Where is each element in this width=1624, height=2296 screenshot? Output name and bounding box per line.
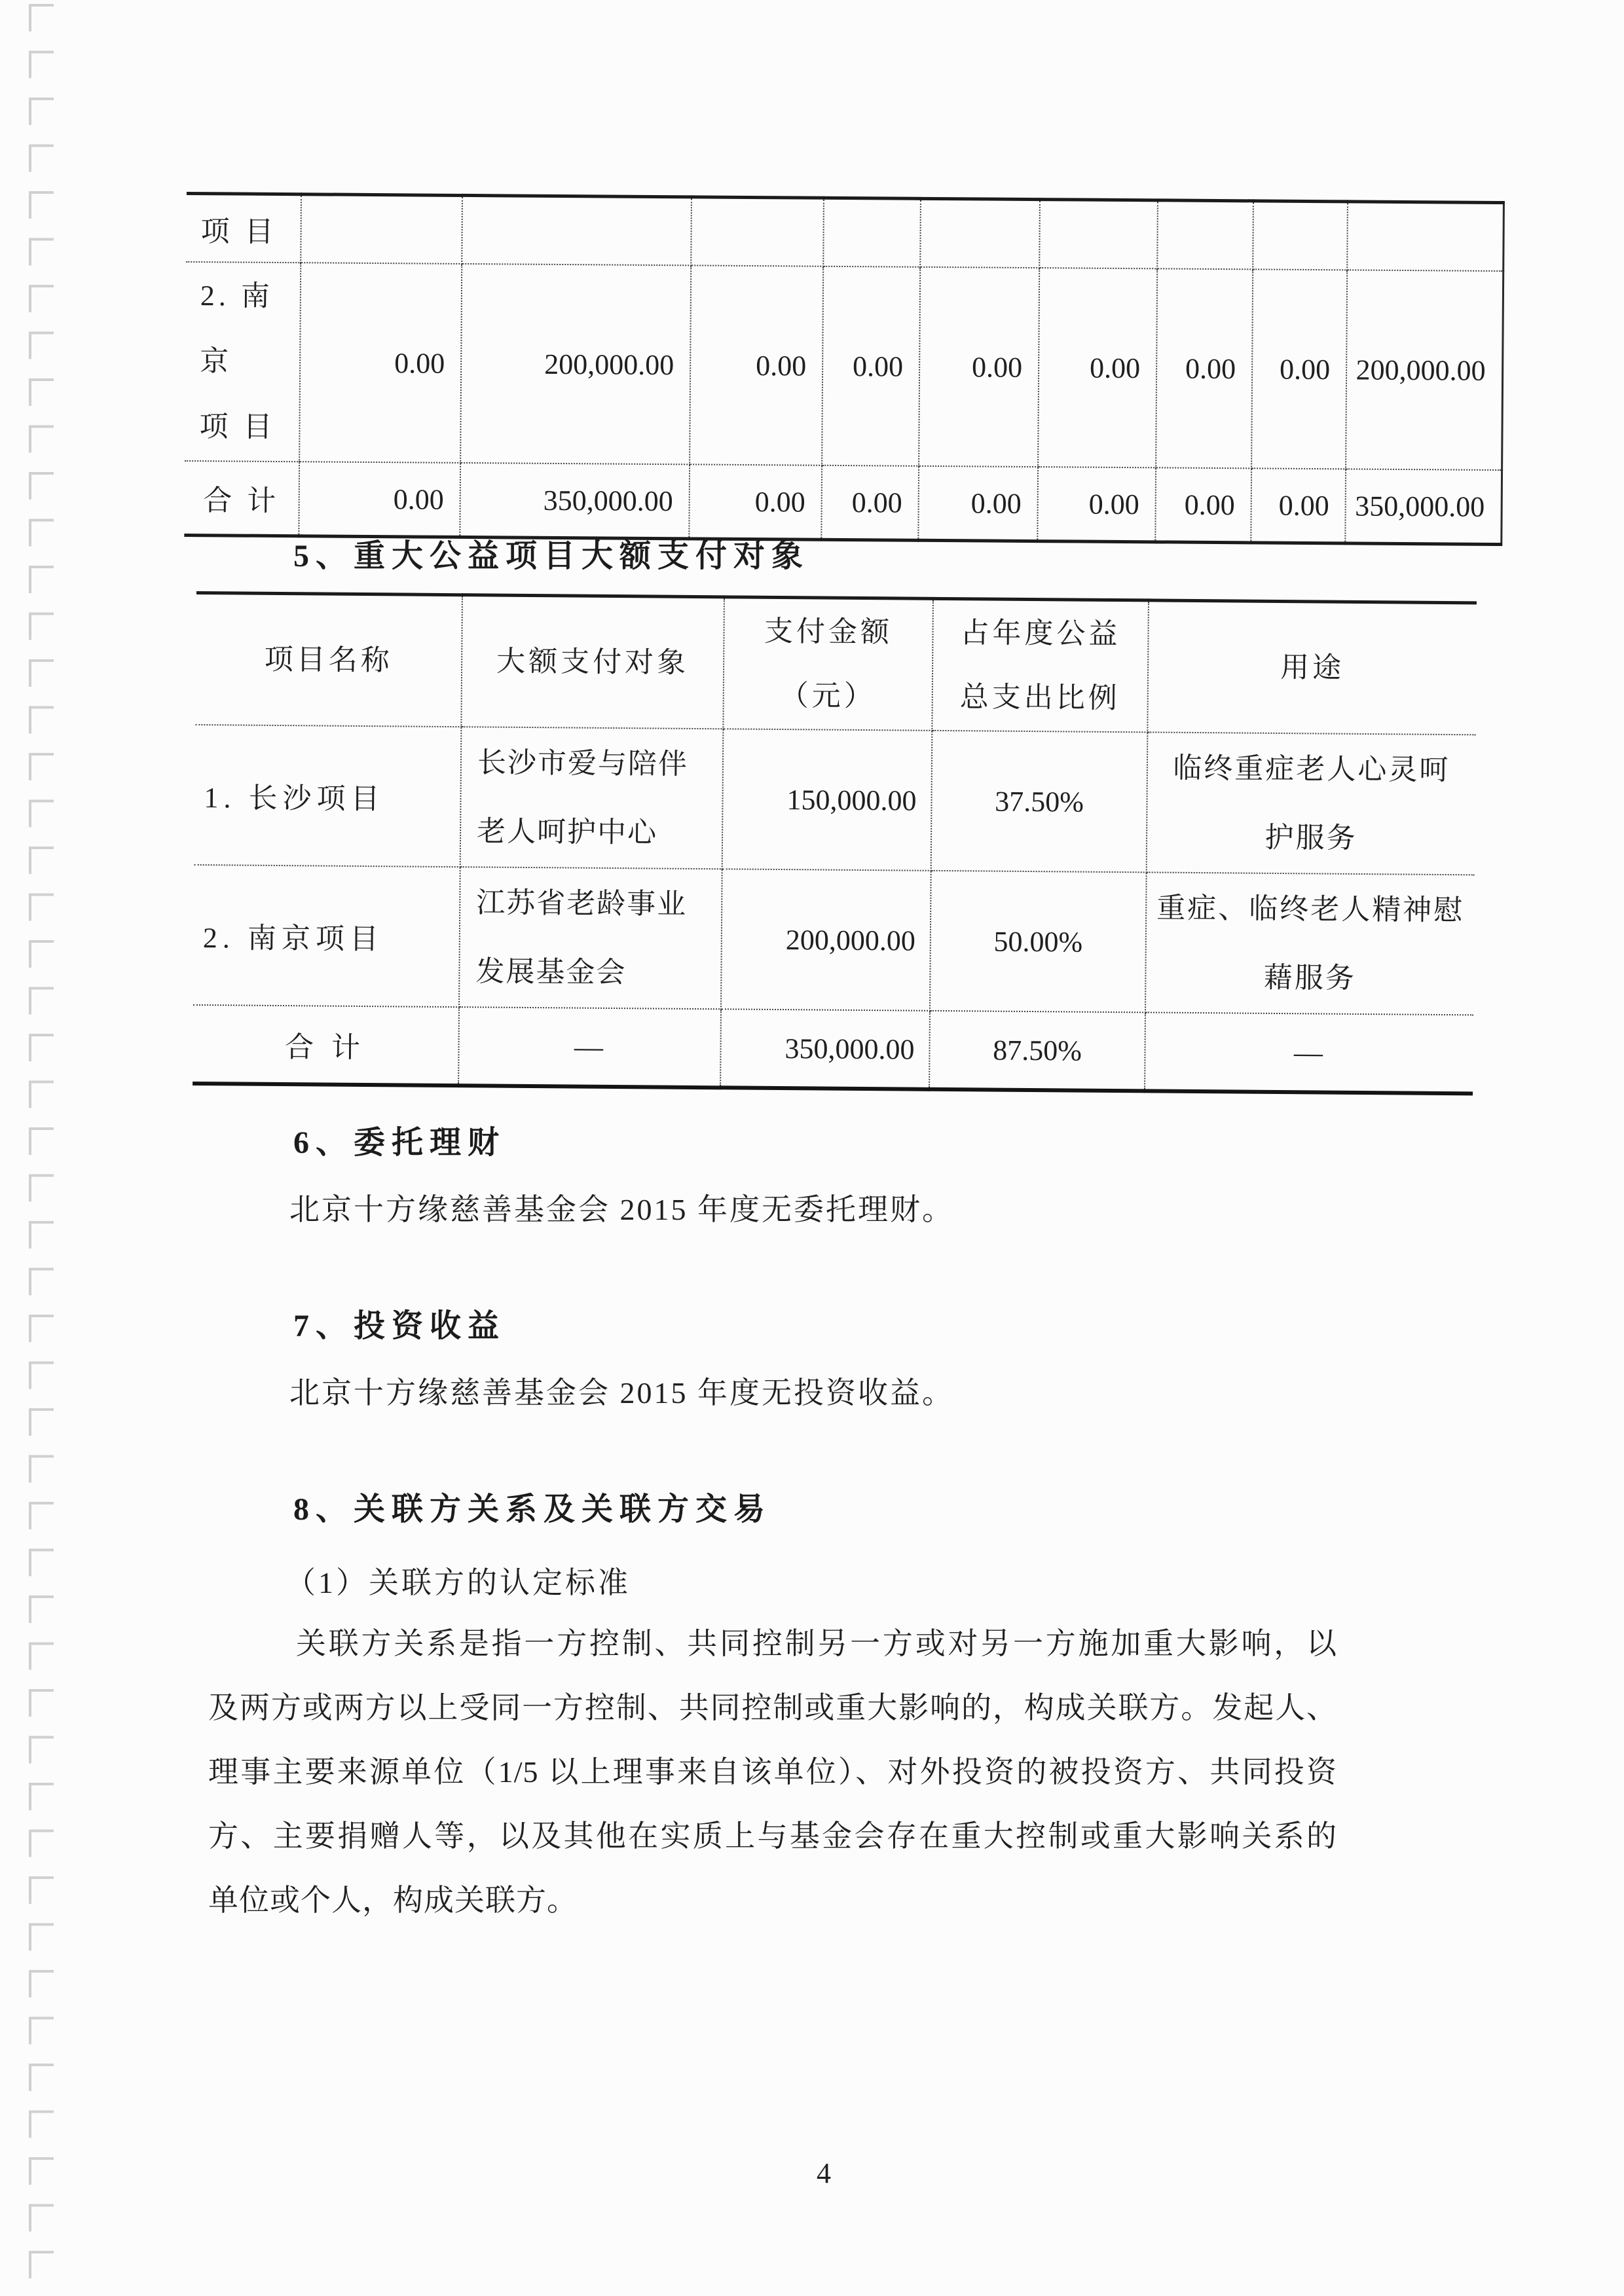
purpose: 重症、临终老人精神慰 藉服务 bbox=[1145, 872, 1475, 1015]
section7-heading: 7、投资收益 bbox=[293, 1309, 506, 1343]
major-payment-table-wrap bbox=[196, 591, 1477, 1085]
cell: 0.00 bbox=[822, 266, 920, 466]
binding-marks bbox=[29, 4, 54, 2281]
share: 50.00% bbox=[930, 871, 1147, 1013]
table-row-total bbox=[193, 1005, 1473, 1093]
project-name: 2. 南京项目 bbox=[193, 865, 460, 1007]
cell: 350,000.00 bbox=[1355, 489, 1485, 523]
paragraph-line: 关联方关系是指一方控制、共同控制另一方或对另一方施加重大影响，以 bbox=[296, 1627, 1337, 1660]
amount: 150,000.00 bbox=[722, 729, 932, 870]
column-header: 用途 bbox=[1147, 600, 1477, 735]
table-row bbox=[185, 262, 1503, 470]
row-label: 合 计 bbox=[184, 461, 299, 536]
cell bbox=[691, 197, 824, 266]
paragraph-line: 理事主要来源单位（1/5 以上理事来自该单位）、对外投资的被投资方、共同投资 bbox=[208, 1755, 1337, 1789]
cell bbox=[823, 198, 921, 267]
purpose: — bbox=[1293, 1036, 1325, 1069]
table-row bbox=[194, 725, 1476, 875]
section7-body: 北京十方缘慈善基金会 2015 年度无投资收益。 bbox=[289, 1376, 954, 1410]
carryover-table-wrap bbox=[187, 192, 1505, 537]
share: 37.50% bbox=[931, 731, 1148, 873]
cell bbox=[1347, 202, 1504, 271]
amount: 200,000.00 bbox=[721, 869, 931, 1010]
cell: 0.00 bbox=[918, 466, 1038, 541]
cell: 0.00 bbox=[919, 267, 1039, 467]
section8-heading: 8、关联方关系及关联方交易 bbox=[293, 1492, 772, 1527]
section6-heading: 6、委托理财 bbox=[293, 1125, 506, 1160]
cell: 0.00 bbox=[1037, 467, 1156, 542]
cell: 0.00 bbox=[1155, 467, 1251, 543]
table-row-total bbox=[184, 461, 1502, 545]
cell: 200,000.00 bbox=[460, 264, 691, 464]
cell: 0.00 bbox=[689, 464, 822, 539]
page-number: 4 bbox=[817, 2157, 831, 2189]
cell bbox=[301, 194, 462, 264]
cell: 0.00 bbox=[690, 265, 823, 465]
cell: 0.00 bbox=[1251, 468, 1346, 543]
paragraph-line: 及两方或两方以上受同一方控制、共同控制或重大影响的，构成关联方。发起人、 bbox=[208, 1691, 1337, 1724]
amount: 350,000.00 bbox=[720, 1009, 930, 1089]
cell: 0.00 bbox=[1156, 268, 1253, 468]
section5-heading: 5、重大公益项目大额支付对象 bbox=[293, 539, 810, 574]
column-header: 项目名称 bbox=[195, 592, 462, 727]
cell bbox=[1039, 200, 1158, 269]
cell: 350,000.00 bbox=[460, 463, 690, 539]
cell: 0.00 bbox=[299, 462, 460, 537]
column-header: 支付金额 （元） bbox=[723, 597, 933, 731]
cell: 0.00 bbox=[1251, 269, 1347, 469]
column-header: 大额支付对象 bbox=[461, 595, 724, 729]
carryover-table bbox=[184, 192, 1504, 546]
major-payment-table bbox=[193, 591, 1477, 1095]
project-name: 合 计 bbox=[193, 1005, 459, 1085]
cell bbox=[920, 198, 1040, 268]
row-label: 项 目 bbox=[186, 193, 301, 263]
table-header-row bbox=[195, 592, 1477, 735]
project-name: 1. 长沙项目 bbox=[194, 725, 462, 867]
payee: 江苏省老龄事业 发展基金会 bbox=[459, 867, 722, 1009]
cell bbox=[1253, 201, 1348, 270]
payee: — bbox=[458, 1007, 721, 1087]
purpose: 临终重症老人心灵呵 护服务 bbox=[1147, 732, 1476, 875]
table-row bbox=[193, 865, 1475, 1015]
paragraph-line: 方、主要捐赠人等，以及其他在实质上与基金会存在重大控制或重大影响关系的 bbox=[208, 1819, 1337, 1853]
cell: 0.00 bbox=[821, 465, 919, 541]
share: 87.50% bbox=[929, 1011, 1145, 1091]
cell bbox=[1157, 200, 1253, 270]
cell: 200,000.00 bbox=[1346, 270, 1503, 470]
cell bbox=[462, 195, 692, 265]
section6-body: 北京十方缘慈善基金会 2015 年度无委托理财。 bbox=[289, 1193, 954, 1226]
table-row bbox=[186, 193, 1504, 271]
column-header: 占年度公益 总支出比例 bbox=[932, 598, 1149, 732]
cell: 0.00 bbox=[299, 263, 462, 463]
section8-subheading: （1）关联方的认定标准 bbox=[286, 1566, 631, 1599]
payee: 长沙市爱与陪伴 老人呵护中心 bbox=[460, 727, 724, 869]
related-party-paragraph bbox=[208, 1612, 1337, 1933]
cell: 0.00 bbox=[1038, 268, 1157, 467]
paragraph-line: 单位或个人，构成关联方。 bbox=[208, 1884, 578, 1917]
row-label: 2. 南 京 项 目 bbox=[185, 262, 301, 462]
